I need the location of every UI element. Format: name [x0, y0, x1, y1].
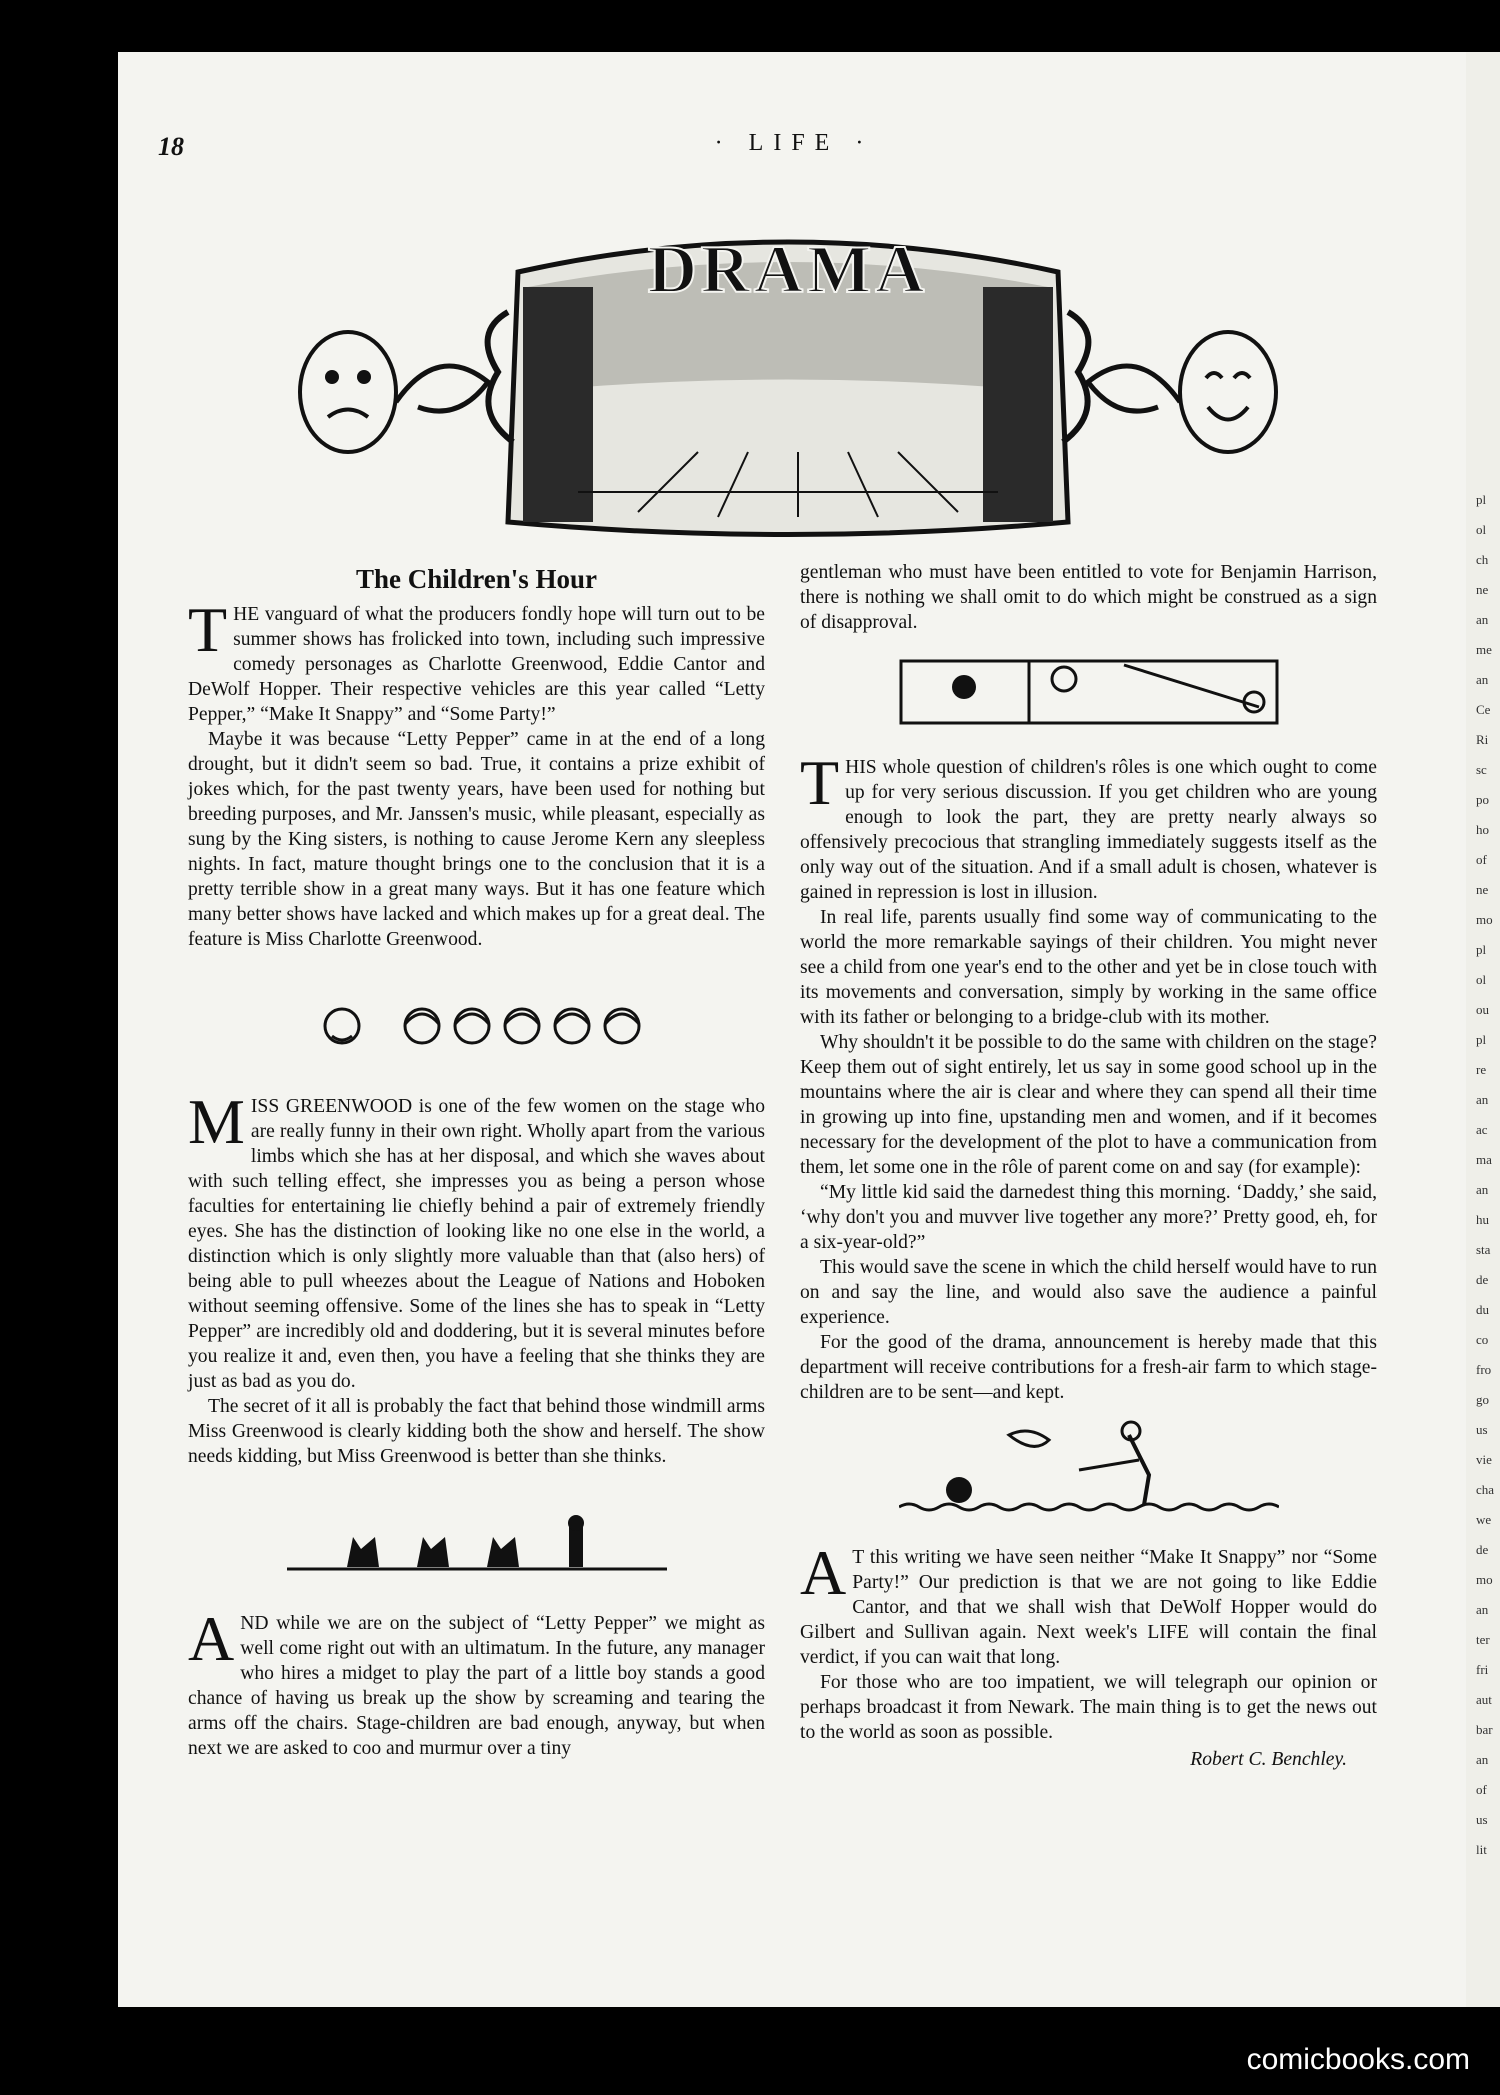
- faces-ornament-icon: [312, 996, 642, 1056]
- adjacent-page-fragment: Ri: [1476, 732, 1489, 747]
- adjacent-page-fragment: us: [1476, 1812, 1488, 1827]
- adjacent-page-fragment: ol: [1476, 972, 1487, 987]
- adjacent-page-fragment: an: [1476, 1752, 1489, 1767]
- adjacent-page-fragment: go: [1476, 1392, 1489, 1407]
- adjacent-page-fragment: ne: [1476, 582, 1489, 597]
- adjacent-page-fragment: ol: [1476, 522, 1487, 537]
- banner-title: DRAMA: [647, 231, 929, 307]
- paragraph: MISS GREENWOOD is one of the few women on the stage who are really funny in their own right. Wholly apart from the various limbs which she has at her disposal, and which she waves about with such telling effect, she impresses you as being a person whose faculties for entertaining lie chiefly behind a pair of extremely friendly eyes. She has the distinction of looking like no one else in the world, a distinction which is only slightly more valuable than that (also hers) of being able to pull wheezes about the League of Nations and Hoboken without seeming offensive. Some of the lines she has to speak in “Letty Pepper” are incredibly old and doddering, but it is several minutes before you realize it and, even then, you have a feeling that she thinks they are just as bad as you do.: [188, 1086, 765, 1392]
- adjacent-page-fragment: Ce: [1476, 702, 1491, 717]
- paragraph: The secret of it all is probably the fact that behind those windmill arms Miss Greenwood is clearly kidding both the show and herself. The show needs kidding, but Miss Greenwood is better than she thinks.: [188, 1396, 765, 1467]
- comedy-mask-illustration: [1088, 332, 1276, 452]
- adjacent-page-fragment: ou: [1476, 1002, 1489, 1017]
- paragraph: For the good of the drama, announcement is hereby made that this department will receive contributions for a fresh-air farm to which stage-children are to be sent—and kept.: [800, 1332, 1377, 1403]
- adjacent-page-fragment: of: [1476, 1782, 1487, 1797]
- adjacent-page-fragment: sta: [1476, 1242, 1491, 1257]
- adjacent-page-fragment: re: [1476, 1062, 1487, 1077]
- adjacent-page-fragment: mo: [1476, 912, 1493, 927]
- adjacent-page-fragment: co: [1476, 1332, 1489, 1347]
- adjacent-page-fragment: sc: [1476, 762, 1487, 777]
- paragraph: THE vanguard of what the producers fondly hope will turn out to be summer shows has frolicked into town, including such impressive comedy personages as Charlotte Greenwood, Eddie Cantor and DeWolf Hopper. Their respective vehicles are this year called “Letty Pepper,” “Make It Snappy” and “Some Party!”: [188, 594, 765, 725]
- left-column: [188, 562, 765, 1761]
- paragraph: This would save the scene in which the child herself would have to run on and say the line, and would also save the audience a painful experience.: [800, 1257, 1377, 1328]
- adjacent-page-fragment: an: [1476, 672, 1489, 687]
- paragraph: AND while we are on the subject of “Letty Pepper” we might as well come right out with an ultimatum. In the future, any manager who hires a midget to play the part of a little boy stands a good chance of having us break up the show by screaming and tearing the arms off the chairs. Stage-children are bad enough, anyway, but when next we are asked to coo and murmur over a tiny: [188, 1603, 765, 1759]
- adjacent-page-edge: [1466, 52, 1500, 2007]
- adjacent-page-fragment: ne: [1476, 882, 1489, 897]
- adjacent-page-fragment: bar: [1476, 1722, 1493, 1737]
- adjacent-page-fragment: an: [1476, 612, 1489, 627]
- paragraph: “My little kid said the darnedest thing this morning. ‘Daddy,’ she said, ‘why don't you and muvver live together any more?’ Pretty good, eh, for a six-year-old?”: [800, 1182, 1377, 1253]
- adjacent-page-fragment: ma: [1476, 1152, 1492, 1167]
- article-title: The Children's Hour: [355, 564, 598, 594]
- magazine-page: [118, 52, 1470, 2007]
- page-number: 18: [158, 132, 184, 161]
- adjacent-page-fragment: an: [1476, 1092, 1489, 1107]
- author-signature: Robert C. Benchley.: [1190, 1749, 1347, 1770]
- adjacent-page-fragment: fri: [1476, 1662, 1489, 1677]
- adjacent-page-fragment: du: [1476, 1302, 1489, 1317]
- paragraph: Maybe it was because “Letty Pepper” came in at the end of a long drought, but it didn't seem so bad. True, it contains a prize exhibit of jokes which, for the past twenty years, have been used for nothing but breeding purposes, and Mr. Janssen's music, while pleasant, especially as sung by the King sisters, is nothing to cause Jerome Kern any sleepless nights. In fact, mature thought brings one to the conclusion that it is a pretty terrible show in a great many ways. But it has one feature which many better shows have lacked and which makes up for a great deal. The feature is Miss Charlotte Greenwood.: [188, 729, 765, 950]
- paragraph: THIS whole question of children's rôles is one which ought to come up for very serious discussion. If you get children who are young enough to look the part, they are pretty nearly always so offensively precocious that strangling immediately suggests itself as the only way out of the situation. And if a small adult is chosen, whatever is gained in repression is lost in illusion.: [800, 747, 1377, 903]
- watermark: comicbooks.com: [1246, 2043, 1470, 2076]
- paragraph: In real life, parents usually find some way of communicating to the world the more remarkable sayings of their children. You might never see a child from one year's end to the other and yet be in close touch with its movements and conversation, simply by working in the same office with its father or belonging to a bridge-club with its mother.: [800, 907, 1377, 1028]
- adjacent-page-fragment: we: [1476, 1512, 1492, 1527]
- adjacent-page-fragment: mo: [1476, 1572, 1493, 1587]
- paragraph: gentleman who must have been entitled to vote for Benjamin Harrison, there is nothing we shall omit to do which might be construed as a sign of disapproval.: [800, 562, 1377, 633]
- adjacent-page-fragment: an: [1476, 1182, 1489, 1197]
- adjacent-page-fragment: ch: [1476, 552, 1489, 567]
- adjacent-page-fragment: me: [1476, 642, 1492, 657]
- adjacent-page-fragment: us: [1476, 1422, 1488, 1437]
- tragedy-mask-illustration: [300, 332, 488, 452]
- adjacent-page-fragment: ho: [1476, 822, 1489, 837]
- adjacent-page-fragment: pl: [1476, 492, 1487, 507]
- paragraph: Why shouldn't it be possible to do the same with children on the stage? Keep them out of sight entirely, let us say in some good school up in the mountains where the air is clear and where they can spend all their time in growing up into fine, upstanding men and women, and if it becomes necessary for the development of the plot to have a communication from them, let some one in the rôle of parent come on and say (for example):: [800, 1032, 1377, 1178]
- adjacent-page-fragment: fro: [1476, 1362, 1492, 1377]
- bird-golfer-cartoon-icon: [899, 1415, 1279, 1525]
- paragraph: AT this writing we have seen neither “Make It Snappy” nor “Some Party!” Our prediction is that we are not going to like Eddie Cantor, and that we shall wish that DeWolf Hopper would do Gilbert and Sullivan again. Next week's LIFE will contain the final verdict, if you can wait that long.: [800, 1537, 1377, 1668]
- adjacent-page-fragment: vie: [1476, 1452, 1492, 1467]
- paragraph: For those who are too impatient, we will telegraph our opinion or perhaps broadcast it from Newark. The main thing is to get the news out to the world as soon as possible.: [800, 1672, 1377, 1743]
- stage-hook-cartoon-icon: [899, 657, 1279, 727]
- right-column: [800, 560, 1377, 1772]
- adjacent-page-fragment: po: [1476, 792, 1489, 807]
- adjacent-page-fragment: pl: [1476, 1032, 1487, 1047]
- adjacent-page-fragment: pl: [1476, 942, 1487, 957]
- adjacent-page-fragment: an: [1476, 1602, 1489, 1617]
- adjacent-page-fragment: lit: [1476, 1842, 1487, 1857]
- adjacent-page-fragment: de: [1476, 1542, 1489, 1557]
- adjacent-page-fragment: of: [1476, 852, 1487, 867]
- adjacent-page-fragment: ter: [1476, 1632, 1490, 1647]
- adjacent-page-fragment: cha: [1476, 1482, 1495, 1497]
- cats-ornament-icon: [287, 1507, 667, 1577]
- adjacent-page-fragment: aut: [1476, 1692, 1492, 1707]
- adjacent-page-fragment: hu: [1476, 1212, 1489, 1227]
- running-title: · LIFE ·: [714, 130, 874, 156]
- adjacent-page-fragment: ac: [1476, 1122, 1488, 1137]
- drama-banner: [258, 192, 1318, 552]
- adjacent-page-fragment: de: [1476, 1272, 1489, 1287]
